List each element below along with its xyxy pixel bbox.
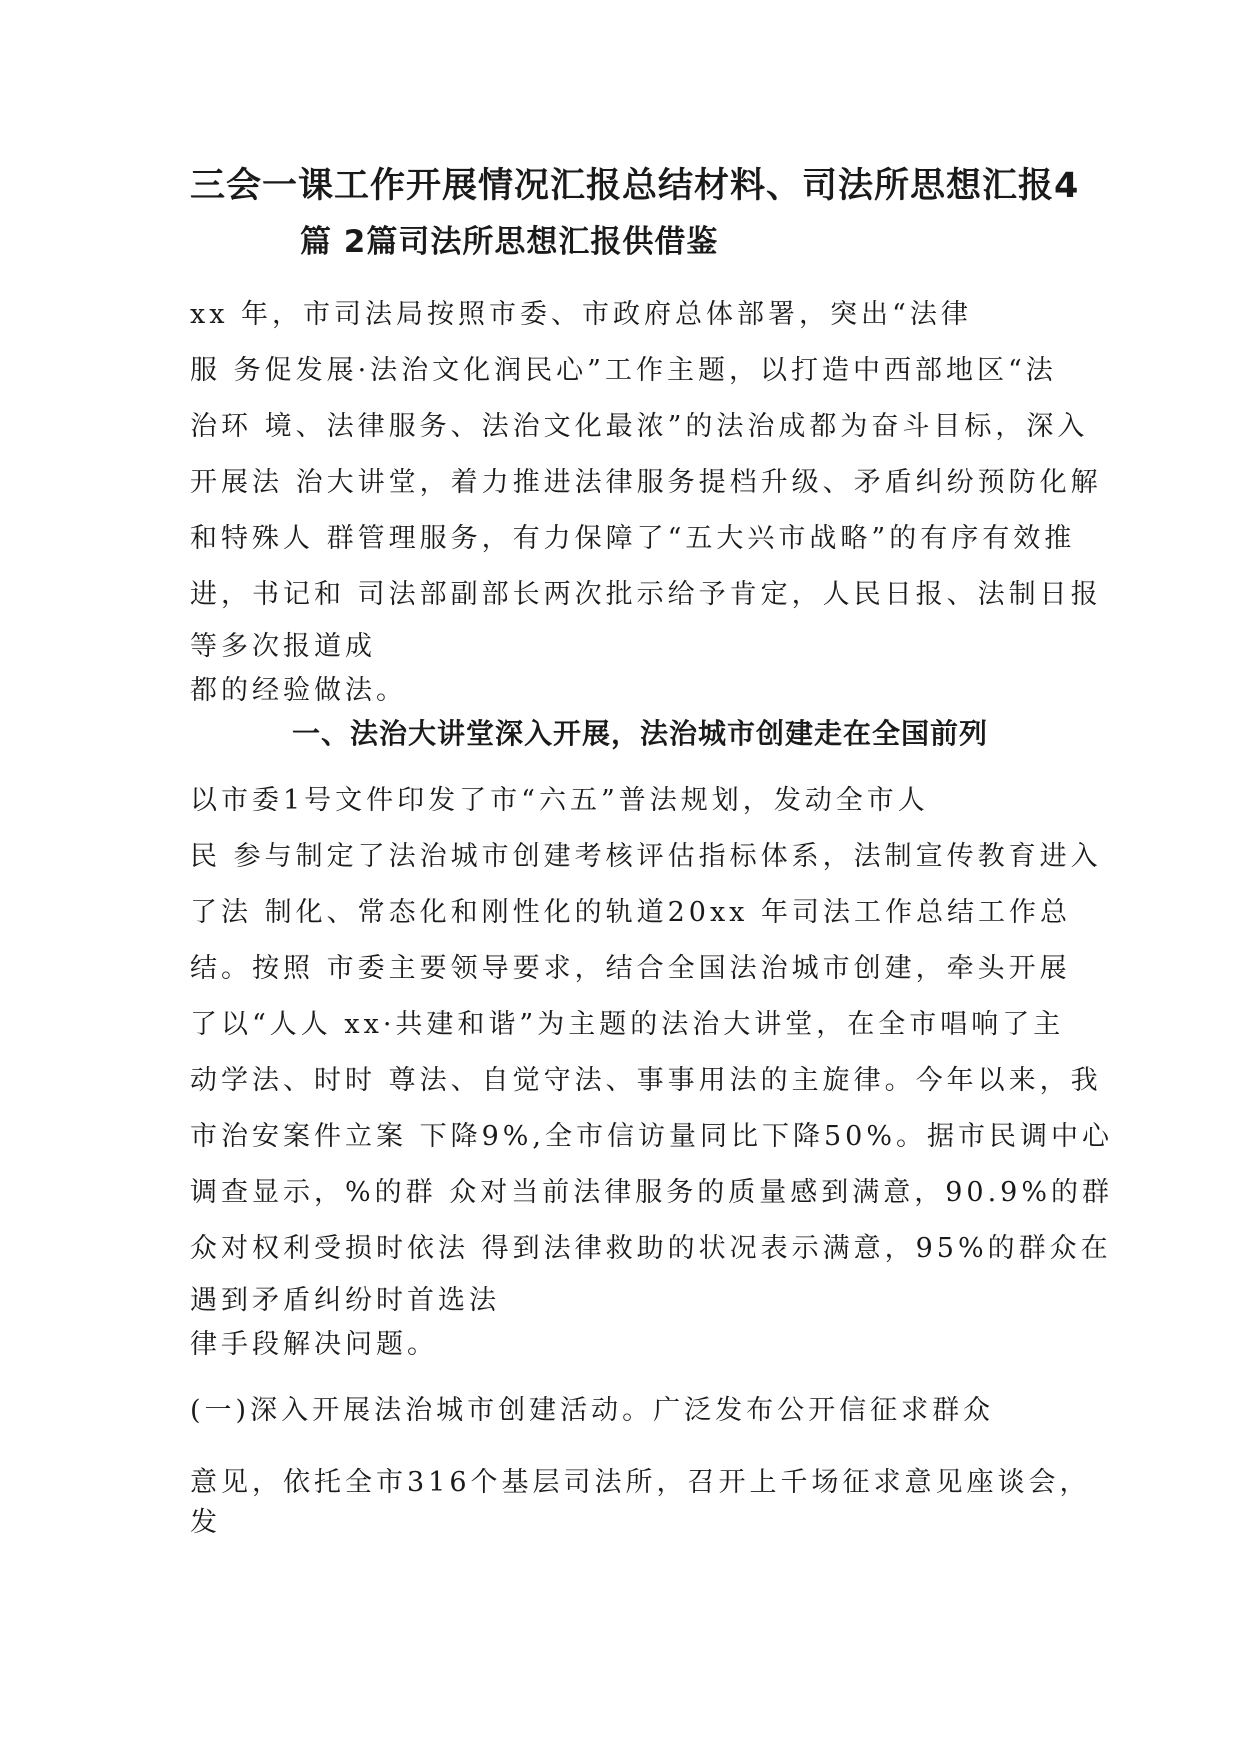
- paragraph-2-line: 遇到矛盾纠纷时首选法: [190, 1285, 500, 1316]
- paragraph-1-line: 和特殊人 群管理服务，有力保障了“五大兴市战略”的有序有效推: [190, 523, 1076, 554]
- paragraph-1-line: 服 务促发展·法治文化润民心”工作主题，以打造中西部地区“法: [190, 355, 1057, 386]
- paragraph-2-line: 了以“人人 xx·共建和谐”为主题的法治大讲堂，在全市唱响了主: [190, 1009, 1065, 1040]
- paragraph-1-line: 等多次报道成: [190, 631, 376, 662]
- paragraph-2-line: 调查显示，%的群 众对当前法律服务的质量感到满意，90.9%的群: [190, 1177, 1114, 1208]
- paragraph-1-line: 进，书记和 司法部副部长两次批示给予肯定，人民日报、法制日报: [190, 579, 1102, 610]
- section-heading: 一、法治大讲堂深入开展，法治城市创建走在全国前列: [292, 717, 989, 750]
- paragraph-2-line: 众对权利受损时依法 得到法律救助的状况表示满意，95%的群众在: [190, 1233, 1112, 1264]
- document-title-line-1: 三会一课工作开展情况汇报总结材料、司法所思想汇报4: [190, 166, 1080, 206]
- paragraph-3-line: 意见，依托全市316个基层司法所，召开上千场征求意见座谈会，: [190, 1467, 1091, 1498]
- document-title-line-2: 篇 2篇司法所思想汇报供借鉴: [300, 224, 719, 260]
- paragraph-1-line: 开展法 治大讲堂，着力推进法律服务提档升级、矛盾纠纷预防化解: [190, 467, 1102, 498]
- paragraph-1-line: 治环 境、法律服务、法治文化最浓”的法治成都为奋斗目标，深入: [190, 411, 1089, 442]
- paragraph-1-line: xx 年，市司法局按照市委、市政府总体部署，突出“法律: [190, 299, 972, 330]
- paragraph-2-line: 民 参与制定了法治城市创建考核评估指标体系，法制宣传教育进入: [190, 841, 1102, 872]
- paragraph-3-line: (一)深入开展法治城市创建活动。广泛发布公开信征求群众: [190, 1395, 995, 1426]
- paragraph-2-line: 了法 制化、常态化和刚性化的轨道20xx 年司法工作总结工作总: [190, 897, 1071, 928]
- paragraph-3-line: 发: [190, 1507, 221, 1538]
- paragraph-2-line: 结。按照 市委主要领导要求，结合全国法治城市创建，牵头开展: [190, 953, 1071, 984]
- paragraph-2-line: 动学法、时时 尊法、自觉守法、事事用法的主旋律。今年以来，我: [190, 1065, 1102, 1096]
- paragraph-1-line: 都的经验做法。: [190, 675, 407, 706]
- paragraph-2-line: 律手段解决问题。: [190, 1329, 438, 1360]
- paragraph-2-line: 市治安案件立案 下降9%,全市信访量同比下降50%。据市民调中心: [190, 1121, 1114, 1152]
- paragraph-2-line: 以市委1号文件印发了市“六五”普法规划，发动全市人: [190, 785, 929, 816]
